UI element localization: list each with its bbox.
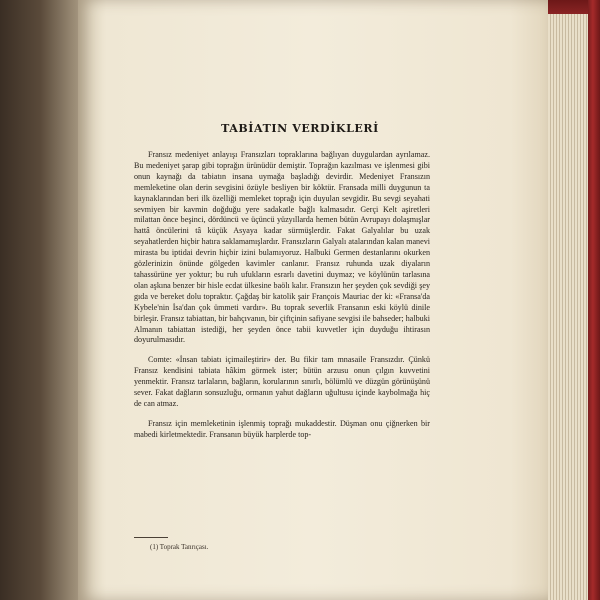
- footnote: (1) Toprak Tanrıçası.: [150, 543, 209, 551]
- paragraph-3: Fransız için memleketinin işlenmiş toprağı mukaddestir. Düşman onu çiğnerken bir mabedi kirletmektedir. Fransanın büyük harplerde top-: [134, 418, 430, 439]
- paragraph-2: Comte: «İnsan tabiatı içimaileştirir» der. Bu fikir tam mnasaile Fransızdır. Çünkü Fransız kendisini tabiata hâkim görmek ister; bütün arzusu onun çılgın kuvvetini yenmektir. Fransız tarlaların, bağların, korularının sınırlı, bölümlü ve düzgün görünüşünü sever. Fakat dağların sonsuzluğu, ormanın yahut dağların uğultusu içinde kaybolmağa hiç de can atmaz.: [134, 355, 430, 408]
- red-book-cover-edge: [588, 0, 600, 600]
- body-text: [134, 150, 430, 441]
- left-page-shadow: [0, 0, 90, 600]
- paragraph-1: Fransız medeniyet anlayışı Fransızları topraklarına bağlıyan duygulardan ayrılamaz. Bu medeniyet şarap gibi toprağın ürünüdür demiştir. Toprağın kazılması ve işlenmesi gibi onun kaynağı da tabiatın insana uymağa başladığı devirdir. Medeniyet Fransızın memleketine olan derin sevgisini özüyle besliyen bir köktür. Fransada milli duygunun ta kaynaklarından beri ilk özelliği memleket toprağı için duyulan sevgidir. Bu sevgi seyahati sevmiyen bir kavmin doğduğu yere sadakatle bağlı kalmasıdır. Gerçi Kelt aşiretleri milattan önce beşinci, dördüncü ve üçüncü yüzyıllarda hemen bütün Avrupayı dolaşmışlar hattâ öncülerini tâ küçük Asyaya kadar sürmüşlerdir. Fakat Galyalılar bu uzak seyahatlerden hiçbir hatıra saklamamışlardır. Fransızların Galyalı atalarından kalan manevi mirasta bu iptidai devrin hiçbir izini bulamıyoruz. Halbuki Germen destanlarını okurken gözlerinizin önünde gölgeden kavimler canlanır. Fransız ruhunda uzak diyaların tahassürüne yer yoktur; bu ruh ufukların esrarlı davetini duymaz; ve köylünün tarlasına olan aşkına benzer bir hisle ecdat ülkesine baölı kalır. Fransızın her şeyden çok sevdiği şey gıda ve bereket dolu topraktır. Çağdaş bir katolik şair François Mauriac der ki: «Fransa'da Kybele'nin İsa'dan çok ümmeti vardır». Bu toprak severlik Fransanın eski köylü dinile birleşir. Fransız tabiattan, bir bahçıvanın, bir çiftçinin safiyane sevgisi ile bahseder; halbuki Almanın tabiattan istediği, her şeyden önce tabii kuvvetler için duyduğu ihtirasın doyurulmasıdır.: [134, 150, 430, 345]
- footnote-rule: [134, 537, 168, 538]
- chapter-title: TABİATIN VERDİKLERİ: [221, 122, 379, 135]
